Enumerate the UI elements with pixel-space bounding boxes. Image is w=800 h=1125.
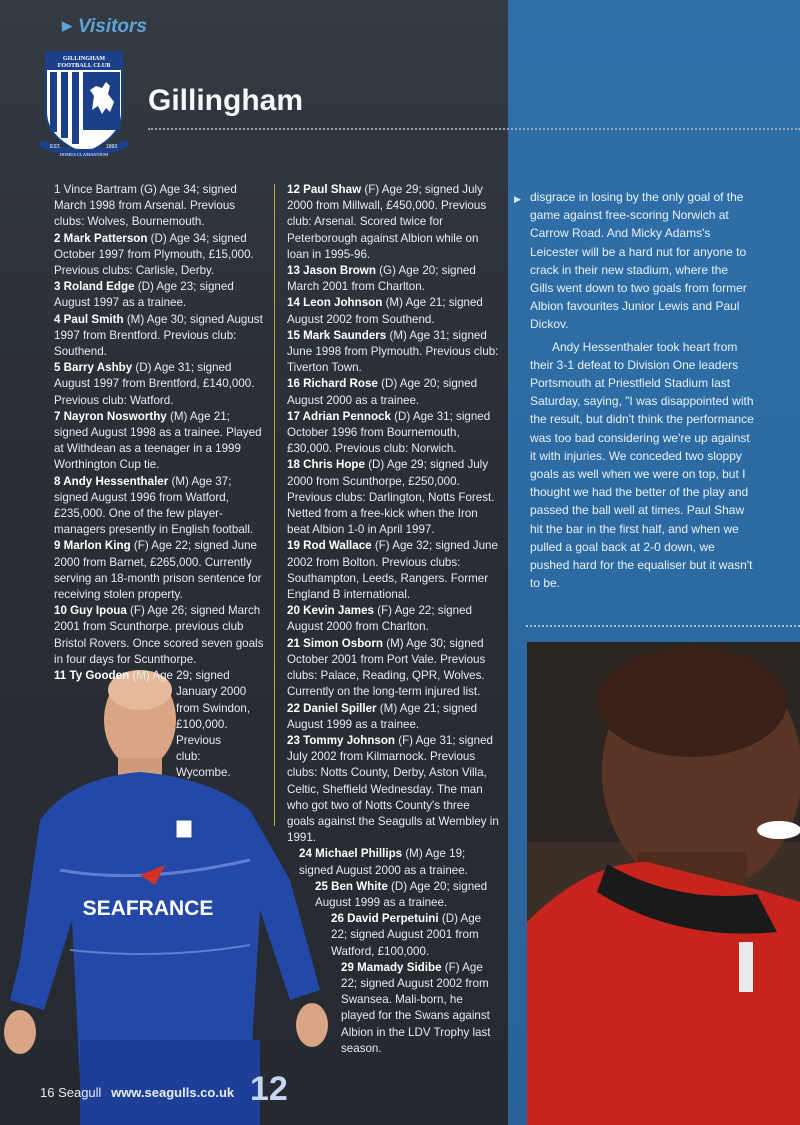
player-entry: 9 Marlon King (F) Age 22; signed June 2000 from Barnet, £265,000. Currently serving an 18-month prison sentence for receiving stolen property. [54, 539, 262, 602]
svg-text:DOMUS CLAMANTIUM: DOMUS CLAMANTIUM [59, 152, 109, 157]
player-entry: 7 Nayron Nosworthy (M) Age 21; signed August 1998 as a trainee. Played at Withdean as a teenager in a 1999 Worthington Cup tie. [54, 409, 262, 472]
continuation-arrow-icon: ▶ [514, 194, 521, 204]
svg-text:EST.: EST. [50, 144, 61, 150]
player-entry: 16 Richard Rose (D) Age 20; signed August 2000 as a trainee. [287, 377, 478, 407]
website-link[interactable]: www.seagulls.co.uk [111, 1085, 235, 1100]
player-entry: 20 Kevin James (F) Age 22; signed August 2000 from Charlton. [287, 604, 472, 634]
gillingham-crest-logo [36, 50, 132, 162]
svg-text:1893: 1893 [106, 144, 118, 150]
player-entry: 25 Ben White (D) Age 20; signed August 1999 as a trainee. [315, 879, 488, 909]
shorts-number: 12 [250, 1070, 288, 1108]
player-entry: 18 Chris Hope (D) Age 29; signed July 2000 from Scunthorpe, £250,000. Previous clubs: Darlington, Notts Forest. Netted from a free-kick when the Iron beat Albion 1-0 in April 1997. [287, 458, 495, 537]
svg-text:GILLINGHAM: GILLINGHAM [62, 55, 106, 62]
article-paragraph: Andy Hessenthaler took heart from their 3-1 defeat to Division One leaders Portsmouth at Priestfield Stadium last Saturday, saying, "I was disappointed with the result, but didn't think the performance was too bad considering we're up against it with injuries. We conceded two sloppy goals as well when we were on top, but I thought we had the better of the play and passed the ball well at times. Paul Shaw hit the bar in the first half, and when we pulled a goal back at 2-0 down, we pushed hard for the equaliser but it wasn't to be. [530, 339, 754, 591]
article-divider [526, 625, 800, 627]
player-entry: 4 Paul Smith (M) Age 30; signed August 1997 from Brentford. Previous club: Southend. [54, 312, 263, 359]
player-entry: 26 David Perpetuini (D) Age 22; signed August 2001 from Watford, £100,000. [331, 912, 482, 958]
section-label-text: Visitors [78, 16, 147, 37]
section-label [62, 16, 147, 38]
player-entry: 23 Tommy Johnson (F) Age 31; signed July 2002 from Kilmarnock. Previous clubs: Notts County, Derby, Aston Villa, Celtic, Sheffield Wednesday. The man who got two of Notts County's three goals against the Seagulls at Wembley in 1991. [287, 733, 499, 845]
article-column [514, 188, 754, 592]
page-number: 16 Seagull [40, 1085, 102, 1100]
player-entry: 2 Mark Patterson (D) Age 34; signed October 1997 from Plymouth, £15,000. Previous clubs: Carlisle, Derby. [54, 231, 254, 278]
svg-text:FOOTBALL CLUB: FOOTBALL CLUB [57, 62, 111, 69]
player-entry: 8 Andy Hessenthaler (M) Age 37; signed August 1996 from Watford, £235,000. One of the few player-managers presently in English football. [54, 474, 254, 537]
player-entry: 24 Michael Phillips (M) Age 19; signed August 2000 as a trainee. [299, 847, 468, 877]
player-entry: 15 Mark Saunders (M) Age 31; signed June 1998 from Plymouth. Previous club: Tiverton Town. [287, 328, 499, 375]
player-entry: 11 Ty Gooden (M) Age 29; signed [54, 669, 230, 683]
column-divider [274, 184, 275, 826]
title-divider [148, 128, 800, 130]
shirt-sponsor: SEAFRANCE [82, 897, 214, 920]
player-entry: 17 Adrian Pennock (D) Age 31; signed October 1996 from Bournemouth, £30,000. Previous club: Norwich. [287, 409, 491, 456]
player-entry: 21 Simon Osborn (M) Age 30; signed October 2001 from Port Vale. Previous clubs: Palace, Reading, QPR, Wolves. Currently on the long-term injured list. [287, 636, 486, 699]
player-entry: 14 Leon Johnson (M) Age 21; signed August 2002 from Southend. [287, 296, 483, 326]
squad-list-column-2 [287, 182, 499, 1057]
player-entry: 12 Paul Shaw (F) Age 29; signed July 2000 from Millwall, £450,000. Previous club: Arsenal. Scored twice for Peterborough against Albion while on loan in 1995-96. [287, 183, 487, 261]
player-entry: 10 Guy Ipoua (F) Age 26; signed March 2001 from Scunthorpe. previous club Bristol Rovers. Once scored seven goals in four days for Scunthorpe. [54, 604, 264, 666]
player-entry: 5 Barry Ashby (D) Age 31; signed August 1997 from Brentford, £140,000. Previous club: Watford. [54, 361, 255, 407]
player-entry: 13 Jason Brown (G) Age 20; signed March 2001 from Charlton. [287, 264, 476, 294]
player-entry: 3 Roland Edge (D) Age 23; signed August 1997 as a trainee. [54, 280, 234, 310]
player-entry: 22 Daniel Spiller (M) Age 21; signed August 1999 as a trainee. [287, 701, 478, 731]
player-entry: 1 Vince Bartram (G) Age 34; signed March 1998 from Arsenal. Previous clubs: Wolves, Bournemouth. [54, 183, 237, 229]
player-photo-red-kit [527, 642, 800, 1125]
page-footer [40, 1085, 234, 1100]
team-title: Gillingham [148, 84, 304, 117]
gooden-wrap-text: January 2000 from Swindon, £100,000. Previous club: Wycombe. [176, 685, 251, 780]
player-entry: 29 Mamady Sidibe (F) Age 22; signed August 2002 from Swansea. Mali-born, he played for the Swans against Albion in the LDV Trophy last season. [341, 960, 491, 1055]
article-paragraph: disgrace in losing by the only goal of the game against free-scoring Norwich at Carrow Road. And Micky Adams's Leicester will be a hard nut for anyone to crack in their new stadium, where the Gills went down to two goals from former Albion favourites Junior Lewis and Paul Dickov. [530, 190, 747, 332]
triangle-arrow-icon: ▶ [62, 18, 72, 33]
player-entry: 19 Rod Wallace (F) Age 32; signed June 2002 from Bolton. Previous clubs: Southampton, Leeds, Rangers. Former England B international. [287, 539, 498, 602]
squad-list-column-1 [54, 182, 266, 782]
